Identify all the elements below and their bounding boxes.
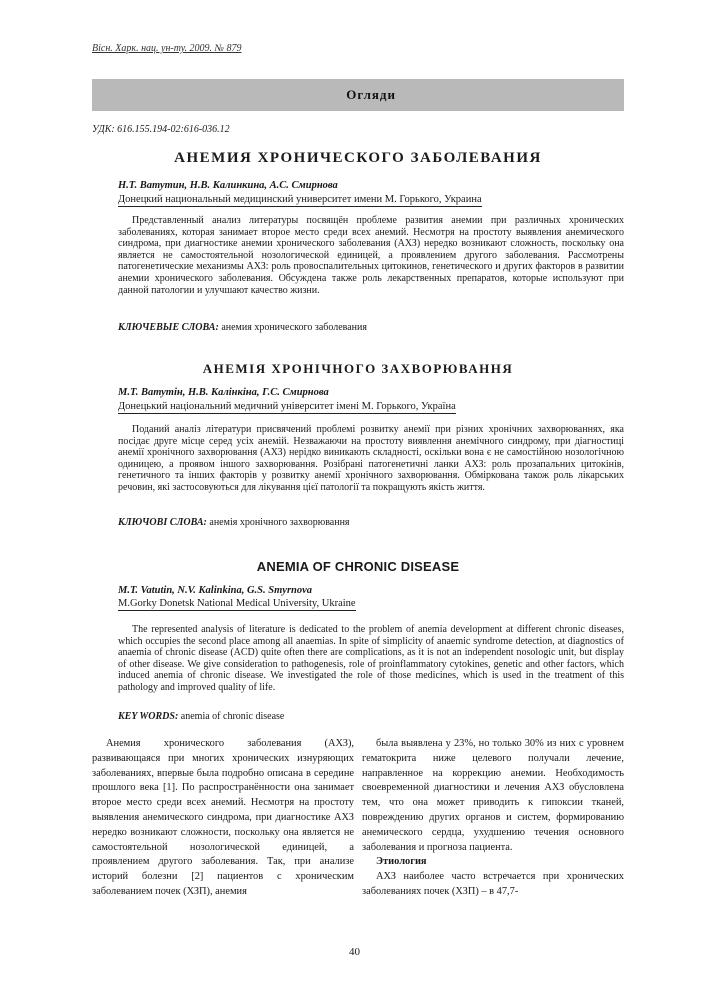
affiliation-ua: Донецький національний медичний університет імені М. Горького, Україна [118,401,456,412]
section-heading-etiology: Этиология [376,856,427,868]
body-column-left [92,737,354,900]
body-paragraph: АХЗ наиболее часто встречается при хронических заболеваниях почек (ХЗП) – в 47,7- [362,871,624,897]
keywords-label-en: KEY WORDS: [118,711,179,722]
udc-code: УДК: 616.155.194-02:616-036.12 [92,124,230,135]
page-number: 40 [349,946,360,958]
keywords-en [118,711,284,722]
title-en: ANEMIA OF CHRONIC DISEASE [256,559,460,574]
body-column-right [362,737,624,900]
authors-ua: М.Т. Ватутін, Н.В. Калінкіна, Г.С. Смирнова [118,387,329,398]
section-bar [92,79,624,111]
authors-en: M.T. Vatutin, N.V. Kalinkina, G.S. Smyrnova [118,585,313,596]
abstract-ua: Поданий аналіз літератури присвячений проблемі розвитку анемії при різних хронічних захворюваннях, яка посідає друге місце серед усіх анемій. Незважаючи на простоту виявлення анемічного синдрому, при діагностиці анемії хронічного захворювання (АХЗ) нерідко виникають складності, оскільки вона є не самостійною нозологічною одиницею, а проявом іншого захворювання. Розібрані патогенетичні ланки АХЗ: роль прозапальних цитокінів, генетичного та інших факторів у розвитку анемії хронічного захворювання. Обміркована також роль лікарських речовин, які застосовуються для лікування цієї патології та покращують якість життя. [118,424,624,493]
keywords-text-ua: анемія хронічного захворювання [209,517,350,528]
section-title: Огляди [346,87,396,102]
keywords-text-en: anemia of chronic disease [180,711,285,722]
body-paragraph: Анемия хронического заболевания (АХЗ), развивающаяся при многих хронических изнуряющих заболеваниях, впервые была подробно описана в середине прошлого века [1]. По распространённости она занимает второе место среди всех анемий. Несмотря на простоту выявления анемического синдрома, при диагностике АХЗ нередко возникают сложности, поскольку она является не самостоятельной нозологической единицей, а проявлением другого заболевания. Так, при анализе историй болезни [2] пациентов с хроническим заболеванием почек (ХЗП), анемия [92,738,354,897]
abstract-en: The represented analysis of literature is dedicated to the problem of anemia development at different chronic diseases, which occupies the second place among all anaemias. In spite of simplicity of anaemic syndrome detection, at diagnostics of anaemia of chronic disease (ACD) quite often there are complications, as it is not an independent nosologic unit, but display of other disease. We give consideration to pathogenesis, role of proinflammatory cytokines, genetic and other factors, which induced anemia of chronic disease. We investigated the role of those medicines, which is used in the treatment of this pathology and improved quality of life. [118,624,624,693]
keywords-ru [118,322,367,333]
keywords-label-ua: КЛЮЧОВІ СЛОВА: [118,517,207,528]
title-ru: АНЕМИЯ ХРОНИЧЕСКОГО ЗАБОЛЕВАНИЯ [174,150,542,166]
abstract-ru: Представленный анализ литературы посвящён проблеме развития анемии при различных хронических заболеваниях, которая занимает второе место среди всех анемий. Несмотря на простоту выявления анемического синдрома, при диагностике анемии хронического заболевания (АХЗ) нередко возникают сложность, поскольку она является не самостоятельной нозологической единицей, а проявлением другого заболевания. Рассмотрены патогенетические механизмы АХЗ: роль провоспалительных цитокинов, генетического и других факторов в развитии анемии хронического заболевания. Обсуждена также роль лекарственных препаратов, которые используют при данной патологии и улучшают качество жизни. [118,215,624,296]
title-ua: АНЕМІЯ ХРОНІЧНОГО ЗАХВОРЮВАННЯ [202,361,514,376]
affiliation-ru: Донецкий национальный медицинский университет имени М. Горького, Украина [118,194,482,205]
keywords-label-ru: КЛЮЧЕВЫЕ СЛОВА: [118,322,219,333]
keywords-text-ru: анемия хронического заболевания [221,322,367,333]
authors-ru: Н.Т. Ватутин, Н.В. Калинкина, А.С. Смирнова [118,180,338,191]
body-paragraph: была выявлена у 23%, но только 30% из них с уровнем гематокрита ниже целевого получали лечение, направленное на коррекцию анемии. Необходимость своевременной диагностики и лечения АХЗ обусловлена тем, что она может приводить к гипоксии тканей, повреждению других органов и систем, формированию анемического сердца, ухудшению течения основного заболевания и прогноза пациента. [362,738,624,853]
keywords-ua [118,517,350,528]
affiliation-en: M.Gorky Donetsk National Medical University, Ukraine [118,598,356,609]
journal-header: Вісн. Харк. нац. ун-ту. 2009. № 879 [92,43,242,54]
